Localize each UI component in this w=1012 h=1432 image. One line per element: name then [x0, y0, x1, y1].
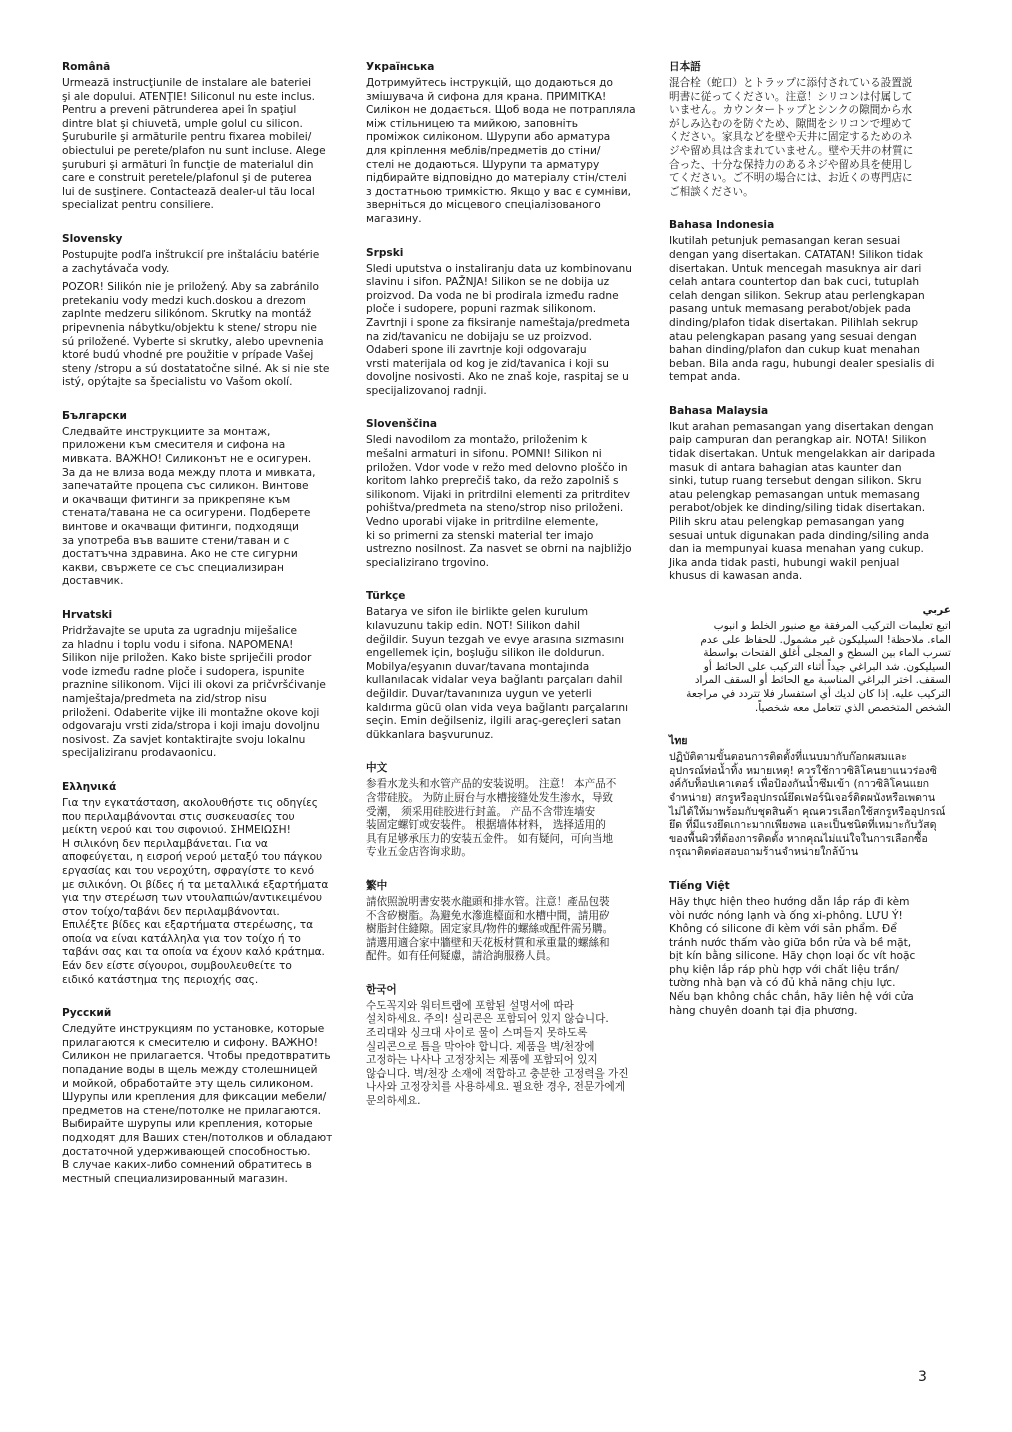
language-section: [669, 404, 951, 584]
instruction-paragraph: Για την εγκατάσταση, ακολουθήστε τις οδηγίες που περιλαμβάνονται στις συσκευασίες του μείκτη νερού και του σιφονιού. ΣΗΜΕΙΩΣΗ! Η σιλικόνη δεν περιλαμβάνεται. Για να αποφεύγεται, η εισροή νερού μεταξύ του πάγκου εργασίας και του νεροχύτη, σφραγίστε το κενό με σιλικόνη. Οι βίδες ή τα μεταλλικά εξαρτήματα για την στερέωση των ντουλαπιών/αντικειμένου στον τοίχο/ταβάνι δεν περιλαμβάνονται. Επιλέξτε βίδες και εξαρτήματα στερέωσης, τα οποία να είναι κατάλληλα για τον τοίχο ή το ταβάνι σας και τα οποία να έχουν καλό κράτημα. Εάν δεν είστε σίγουροι, συμβουλευθείτε το ειδικό κατάστημα της περιοχής σας.: [62, 796, 329, 986]
language-section: [366, 417, 648, 570]
instruction-paragraph: Hãy thực hiện theo hướng dẫn lắp ráp đi kèm vòi nước nóng lạnh và ống xi-phông. LƯU Ý! Không có silicone đi kèm với sản phẩm. Để tránh nước thấm vào giữa bồn rửa và bề mặt, bịt kín bằng silicone. Hãy chọn loại ốc vít hoặc phụ kiện lắp ráp phù hợp với chất liệu trần/ tường nhà bạn và có đủ khả năng chịu lực. Nếu bạn không chắc chắn, hãy liên hệ với cửa hàng chuyên doanh tại địa phương.: [669, 895, 916, 1017]
instruction-paragraph: Дотримуйтесь інструкцій, що додаються до змішувача й сифона для крана. ПРИМІТКА! Силікон не додається. Щоб вода не потрапляла між стільницею та мийкою, заповніть проміжок силіконом. Шурупи або арматура для кріплення меблів/предметів до стіни/ стелі не додаються. Шурупи та арматуру підбирайте відповідно до матеріалу стін/стелі з достатньою тримкістю. Якщо у вас є сумніви, зверніться до місцевого спеціалізованого магазину.: [366, 77, 636, 225]
language-heading: Bahasa Indonesia: [669, 219, 775, 232]
instruction-paragraph: Следвайте инструкциите за монтаж, приложени към смесителя и сифона на мивката. ВАЖНО! Силиконът не е осигурен. За да не влиза вода между плота и мивката, запечатайте процепа със силикон. Винтове и окачващи фитинги за прикрепяне към стената/тавана не са осигурени. Подберете винтове и окачващи фитинги, подходящи за употреба във вашите стени/таван и с достатъчна здравина. Ако не сте сигурни какви, свържете се със специализиран доставчик.: [62, 425, 316, 588]
language-heading: Tiếng Việt: [669, 879, 730, 892]
language-section: [669, 734, 951, 860]
instruction-paragraph: Postupujte podľa inštrukcií pre inštaláciu batérie a zachytávača vody.: [62, 248, 320, 275]
column-3: [669, 60, 951, 1037]
instruction-paragraph: Sledi navodilom za montažo, priloženim k mešalni armaturi in sifonu. POMNI! Silikon ni priložen. Vdor vode v režo med delovno ploščo in koritom lahko preprečiš tako, da režo zapolniš s silikonom. Vijaki in pritrdilni elementi za pritrditev pohištva/predmeta na steno/strop niso priloženi. Vedno uporabi vijake in pritrdilne elemente, ki so primerni za stenski material ter imajo ustrezno nosilnost. Za nasvet se obrni na najbližjo specializirano trgovino.: [366, 434, 632, 569]
language-section: [62, 780, 344, 987]
language-heading: Română: [62, 61, 111, 73]
language-heading: Bahasa Malaysia: [669, 404, 769, 417]
instruction-paragraph: 混合栓（蛇口）とトラップに添付されている設置説 明書に従ってください。注意！シリコンは付属して いません。カウンタートップとシンクの隙間から水 がしみ込むのを防ぐため、隙間をシリコンで埋めて ください。家具などを壁や天井に固定するためのネ ジや留め具は含まれていません。壁や天井の材質に 合った、十分な保持力のあるネジや留め具を使用し てください。ご不明の場合には、お近くの専門店に ご相談ください。: [669, 77, 914, 198]
language-heading: Slovenščina: [366, 418, 438, 431]
language-section: [669, 218, 951, 385]
language-section: [669, 60, 951, 199]
language-section: [366, 983, 648, 1109]
language-section: [669, 879, 951, 1018]
language-section: [366, 879, 648, 964]
column-1: [62, 60, 344, 1205]
language-heading: Български: [62, 409, 127, 422]
language-section: [366, 246, 648, 399]
language-heading: Türkçe: [366, 590, 406, 603]
column-2: [366, 60, 648, 1128]
instruction-paragraph: 請依照說明書安裝水龍頭和排水管。注意！產品包裝 不含矽樹脂。為避免水滲進檯面和水槽中間，請用矽 樹脂封住縫隙。固定家具/物件的螺絲或配件需另購。 請選用適合家中牆壁和天花板材質和承重量的螺絲和 配件。如有任何疑慮，請洽詢服務人員。: [366, 895, 614, 963]
language-heading: Srpski: [366, 246, 404, 259]
language-heading: 日本語: [669, 61, 701, 73]
instruction-paragraph: 参看水龙头和水管产品的安装说明。 注意！ 本产品不 含带硅胶。 为防止厨台与水槽接缝处发生渗水，导致 受潮， 须采用硅胶进行封盖。 产品不含带连墙安 装固定螺钉或安装件。 根据墙体材料， 选择适用的 具有足够承压力的安装五金件。 如有疑问，可向当地 专业五金店咨询求助。: [366, 778, 617, 859]
instruction-paragraph: Следуйте инструкциям по установке, которые прилагаются к смесителю и сифону. ВАЖНО! Силикон не прилагается. Чтобы предотвратить попадание воды в щель между столешницей и мойкой, обработайте эту щель силиконом. Шурупы или крепления для фиксации мебели/ предметов на стене/потолке не прилагаются. Выбирайте шурупы или крепления, которые подходят для Ваших стен/потолков и обладают достаточной удерживающей способностью. В случае каких-либо сомнений обратитесь в местный специализированный магазин.: [62, 1023, 333, 1185]
instruction-paragraph: 수도꼭지와 워터트랩에 포함된 설명서에 따라 설치하세요. 주의! 실리콘은 포함되어 있지 않습니다. 조리대와 싱크대 사이로 물이 스며들지 못하도록 실리콘으로 틈을 막아야 합니다. 제품을 벽/천장에 고정하는 나사나 고정장치는 제품에 포함되어 있지 않습니다. 벽/천장 소재에 적합하고 충분한 고정력을 가진 나사와 고정장치를 사용하세요. 필요한 경우, 전문가에게 문의하세요.: [366, 999, 629, 1108]
instruction-paragraph: اتبع تعليمات التركيب المرفقة مع صنبور الخلط و انبوب الماء. ملاحظة! السيليكون غير مشمول. للحفاظ على عدم تسرب الماء بين السطح و المجلى أغلق الفتحات بواسطة السيليكون. شد البراغي جيداً أثناء التركيب على الحائط أو السقف. اختر البراغي المناسبة مع الحائط أو السقف المراد التركيب عليه. إذا كان لديك أي استفسار فلا تتردد في مراجعة الشخص المتخصص الذي تتعامل معه شخصياً.: [686, 620, 951, 714]
instruction-paragraph: ปฏิบัติตามขั้นตอนการติดตั้งที่แนบมากับก๊อกผสมและ อุปกรณ์ท่อน้ำทิ้ง หมายเหตุ! ควรใช้กาวซิลิโคนยาแนวร่องซิ งค์กับท็อปเคาเตอร์ เพื่อป้องกันน้ำซึมเข้า (กาวซิลิโคนแยก จำหน่าย) สกรูหรืออุปกรณ์ยึดเฟอร์นิเจอร์ติดผนังหรือเพดาน ไม่ได้ให้มาพร้อมกับชุดสินค้า คุณควรเลือกใช้สกรูหรืออุปกรณ์ ยึด ที่มีแรงยึดเกาะมากเพียงพอ และเป็นชนิดที่เหมาะกับวัสดุ ของพื้นผิวที่ต้องการติดตั้ง หากคุณไม่แน่ใจในการเลือกซื้อ กรุณาติดต่อสอบถามร้านจำหน่ายใกล้บ้าน: [669, 751, 946, 859]
language-heading: عربي: [922, 604, 951, 616]
language-heading: Українська: [366, 61, 435, 73]
language-heading: ไทย: [669, 735, 688, 748]
language-heading: Ελληνικά: [62, 780, 117, 793]
language-section: [62, 232, 344, 390]
language-heading: Hrvatski: [62, 609, 113, 621]
instruction-paragraph: Ikut arahan pemasangan yang disertakan dengan paip campuran dan perangkap air. NOTA! Silikon tidak disertakan. Untuk mengelakkan air daripada masuk di antara bahagian atas kaunter dan sinki, tutup ruang tersebut dengan silikon. Skru atau pelengkap pemasangan untuk memasang perabot/objek ke dinding/siling tidak disertakan. Pilih skru atau pelengkap pemasangan yang sesuai untuk digunakan pada dinding/siling anda dan ia mempunyai kuasa menahan yang cukup. Jika anda tidak pasti, hubungi wakil penjual khusus di kawasan anda.: [669, 420, 936, 583]
language-heading: 中文: [366, 762, 388, 775]
instruction-paragraph: Urmează instrucţiunile de instalare ale bateriei şi ale dopului. ATENŢIE! Siliconul nu este inclus. Pentru a preveni pătrunderea apei în spaţiul dintre blat şi chiuvetă, umple golul cu silicon. Şuruburile şi armăturile pentru fixarea mobilei/ obiectului pe perete/plafon nu sunt incluse. Alege şuruburi şi armături în funcţie de materialul din care e construit peretele/plafonul şi de puterea lui de susţinere. Contactează dealer-ul tău local specializat pentru consiliere.: [62, 77, 326, 212]
language-section: [62, 409, 344, 589]
language-heading: 한국어: [366, 983, 397, 996]
language-section: [62, 608, 344, 761]
language-section: [366, 761, 648, 860]
instruction-paragraph: Ikutilah petunjuk pemasangan keran sesuai dengan yang disertakan. CATATAN! Silikon tidak disertakan. Untuk mencegah masuknya air dari celah antara countertop dan bak cuci, tutuplah celah dengan silikon. Sekrup atau perlengkapan pasang untuk memasang perabot/objek pada dinding/plafon tidak disertakan. Pilihlah sekrup atau pelengkapan pasang yang sesuai dengan bahan dinding/plafon dan cukup kuat menahan beban. Bila anda ragu, hubungi dealer spesialis di tempat anda.: [669, 235, 935, 384]
language-section: [62, 1006, 344, 1186]
page-number: 3: [918, 1369, 927, 1385]
language-heading: 繁中: [366, 879, 388, 892]
language-heading: Русский: [62, 1007, 112, 1020]
instruction-paragraph: Pridržavajte se uputa za ugradnju miješalice za hladnu i toplu vodu i sifona. NAPOMENA! Silikon nije priložen. Kako biste spriječili prodor vode između radne ploče i sudopera, ispunite praznine silikonom. Vijci ili okovi za pričvršćivanje namještaja/predmeta na zid/strop nisu priloženi. Odaberite vijke ili montažne okove koji odgovaraju vrsti zida/stropa i koji imaju dovoljnu nosivost. Za savjet kontaktirajte svoju lokalnu specijaliziranu prodavaonicu.: [62, 625, 326, 760]
instruction-paragraph: POZOR! Silikón nie je priložený. Aby sa zabránilo pretekaniu vody medzi kuch.doskou a drezom zaplnte medzeru silikónom. Skrutky na montáž pripevnenia nábytku/objektu k stene/ stropu nie sú priložené. Vyberte si skrutky, alebo upevnenia ktoré budú vhodné pre použitie v prípade Vašej steny /stropu a sú dostatatočne silné. Ak si nie ste istý, opýtajte sa špecialistu vo Vašom okolí.: [62, 281, 330, 389]
instruction-paragraph: Sledi uputstva o instaliranju data uz kombinovanu slavinu i sifon. PAŽNJA! Silikon se ne dobija uz proizvod. Da voda ne bi prodirala između radne ploče i sudopere, popuni razmak silikonom. Zavrtnji i spone za fiksiranje nameštaja/predmeta na zid/tavanicu ne dobijaju se uz proizvod. Odaberi spone ili zavrtnje koji odgovaraju vrsti materijala od kog je zid/tavanica i koji su dovoljne nosivosti. Ako ne znaš koje, raspitaj se u specijalizovanoj radnji.: [366, 262, 632, 397]
language-section: [62, 60, 344, 213]
instruction-paragraph: Batarya ve sifon ile birlikte gelen kurulum kılavuzunu takip edin. NOT! Silikon dahil değildir. Suyun tezgah ve evye arasına sızmasını engellemek için, boşluğu silikon ile doldurun. Mobilya/eşyanın duvar/tavana montajında kullanılacak vidalar veya bağlantı parçaları dahil değildir. Duvar/tavanınıza uygun ve yeterli kaldırma gücü olan vida veya bağlantı parçalarını seçin. Emin değilseniz, ilgili araç-gereçleri satan dükkanlara başvurunuz.: [366, 606, 629, 741]
language-section: [366, 60, 648, 227]
language-section: [669, 603, 951, 715]
language-heading: Slovensky: [62, 232, 123, 245]
language-section: [366, 589, 648, 742]
